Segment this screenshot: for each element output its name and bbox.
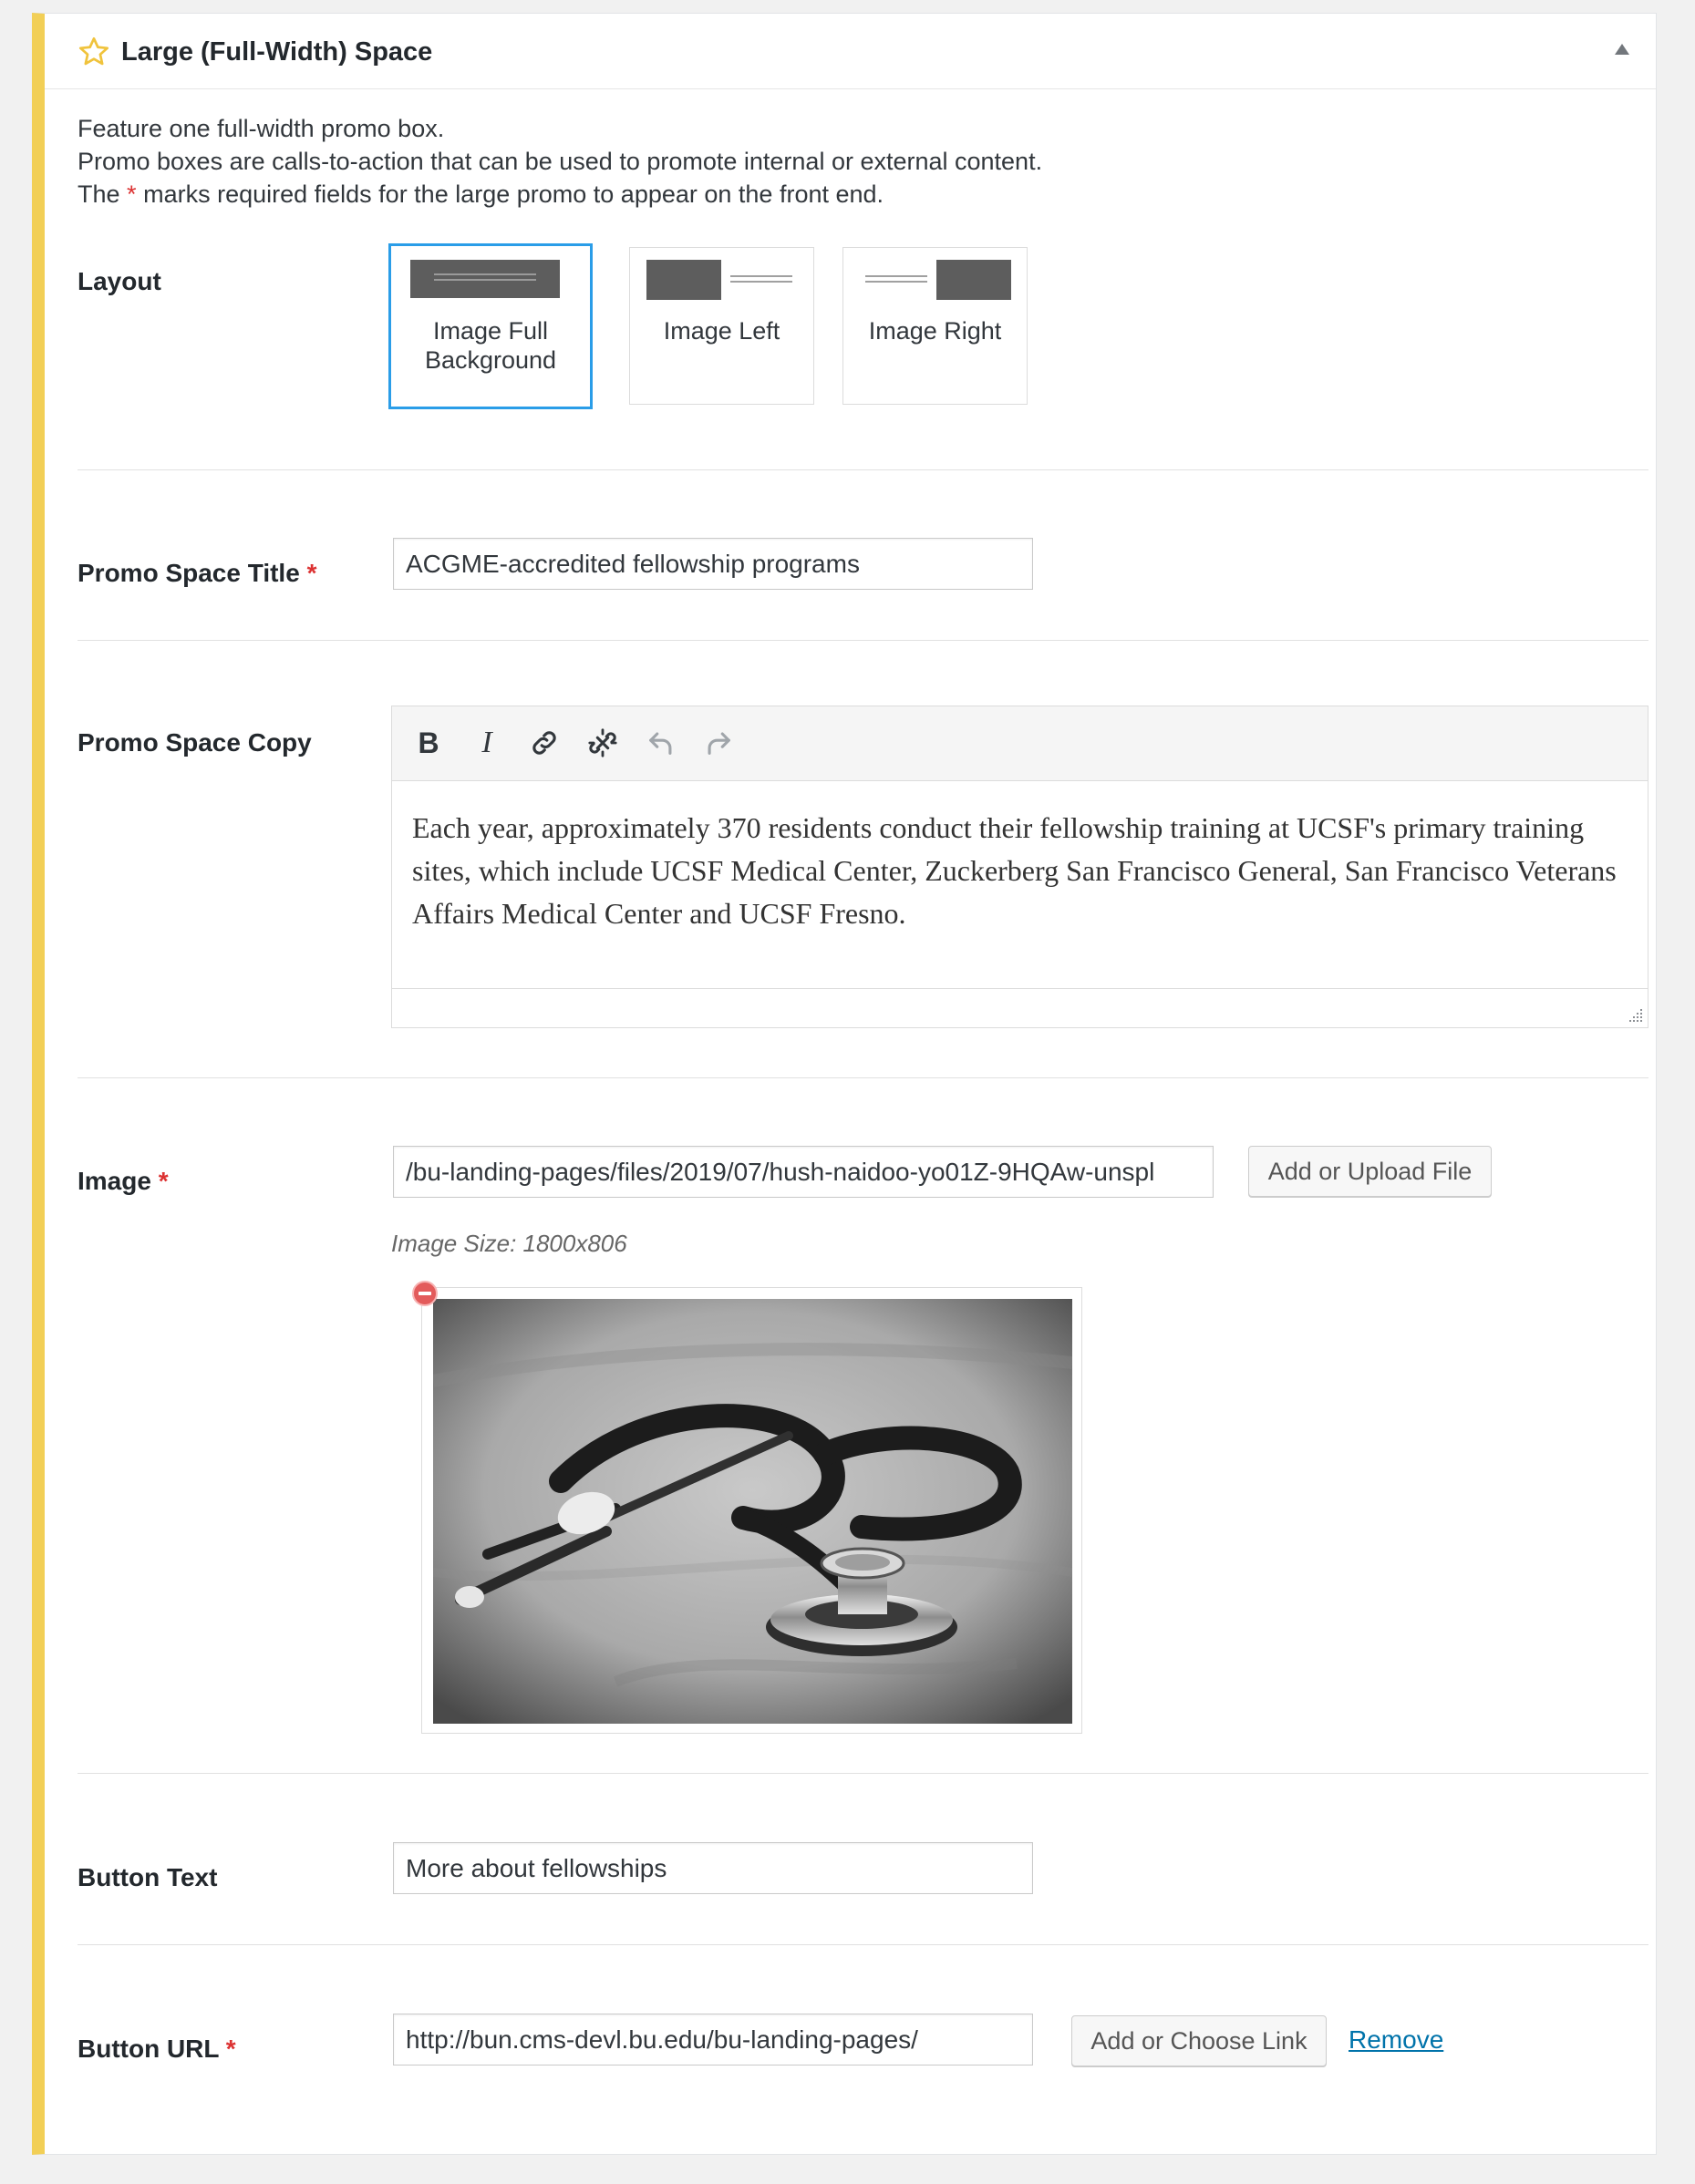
layout-option-label: Image Right (868, 317, 1002, 345)
layout-full-background-thumbnail (410, 260, 560, 298)
divider (78, 1944, 1648, 1945)
intro-line-3-suffix: marks required fields for the large promo to appear on the front end. (143, 180, 884, 208)
required-mark: * (225, 2035, 236, 2063)
image-label-text: Image (78, 1167, 151, 1195)
divider (78, 640, 1648, 641)
italic-icon[interactable] (469, 725, 505, 761)
link-icon[interactable] (526, 725, 563, 761)
image-label (78, 1165, 169, 1198)
star-icon (78, 36, 110, 68)
layout-option-image-left[interactable] (629, 247, 814, 405)
promo-copy-label: Promo Space Copy (78, 728, 312, 757)
stethoscope-photo (433, 1299, 1072, 1724)
undo-icon-glyph (646, 727, 677, 758)
promo-title-label-text: Promo Space Title (78, 559, 300, 587)
intro-line-3 (78, 178, 1042, 211)
bold-icon[interactable] (410, 725, 447, 761)
large-promo-panel (32, 13, 1657, 2155)
button-text-input[interactable]: More about fellowships (393, 1842, 1033, 1894)
layout-label: Layout (78, 267, 161, 295)
intro-line-1: Feature one full-width promo box. (78, 115, 445, 142)
layout-option-image-right[interactable] (842, 247, 1028, 405)
button-url-label-text: Button URL (78, 2035, 219, 2063)
editor-statusbar (392, 988, 1648, 1027)
button-url-label (78, 2033, 236, 2066)
required-mark: * (127, 180, 137, 208)
button-url-input[interactable]: http://bun.cms-devl.bu.edu/bu-landing-pages/ (393, 2014, 1033, 2066)
panel-header[interactable] (45, 14, 1656, 89)
unlink-icon-glyph (587, 727, 618, 758)
unlink-icon[interactable] (584, 725, 621, 761)
remove-link[interactable]: Remove (1349, 2025, 1444, 2054)
divider (78, 1773, 1648, 1774)
button-text-label: Button Text (78, 1863, 218, 1891)
collapse-arrow-up-icon[interactable] (1614, 43, 1630, 56)
image-preview-frame (421, 1287, 1082, 1734)
promo-title-input[interactable]: ACGME-accredited fellowship programs (393, 538, 1033, 590)
bold-button-label: B (418, 726, 439, 759)
layout-image-left-thumbnail (646, 260, 721, 300)
italic-button-label: I (481, 726, 492, 759)
editor-toolbar (392, 706, 1648, 781)
divider (78, 1077, 1648, 1078)
redo-icon-glyph (703, 727, 734, 758)
resize-handle-icon[interactable] (1628, 1007, 1644, 1024)
link-icon-glyph (529, 727, 560, 758)
layout-option-label: Image Full Background (424, 317, 557, 374)
undo-icon[interactable] (643, 725, 679, 761)
intro-line-3-prefix: The (78, 180, 120, 208)
layout-option-image-full-background[interactable] (388, 243, 593, 409)
promo-copy-editor (391, 706, 1648, 1028)
image-size-note: Image Size: 1800x806 (391, 1230, 627, 1257)
intro-line-2: Promo boxes are calls-to-action that can be used to promote internal or external content. (78, 148, 1043, 175)
promo-title-label (78, 557, 316, 590)
required-mark: * (158, 1167, 169, 1195)
required-mark: * (306, 559, 317, 587)
layout-option-label: Image Left (663, 317, 780, 345)
layout-image-right-thumbnail (936, 260, 1011, 300)
divider (78, 469, 1648, 470)
panel-title: Large (Full-Width) Space (121, 37, 433, 67)
remove-circle-icon[interactable] (411, 1280, 439, 1307)
add-or-choose-link-button[interactable]: Add or Choose Link (1071, 2015, 1327, 2066)
add-or-upload-file-button[interactable]: Add or Upload File (1248, 1146, 1492, 1197)
editor-content-area[interactable]: Each year, approximately 370 residents conduct their fellowship training at UCSF's primary training sites, which include UCSF Medical Center, Zuckerberg San Francisco General, San Francisco Veterans Affairs Medical Center and UCSF Fresno. (412, 811, 1617, 930)
image-path-input[interactable]: /bu-landing-pages/files/2019/07/hush-naidoo-yo01Z-9HQAw-unspl (393, 1146, 1214, 1198)
redo-icon[interactable] (700, 725, 737, 761)
panel-description (78, 112, 1042, 211)
